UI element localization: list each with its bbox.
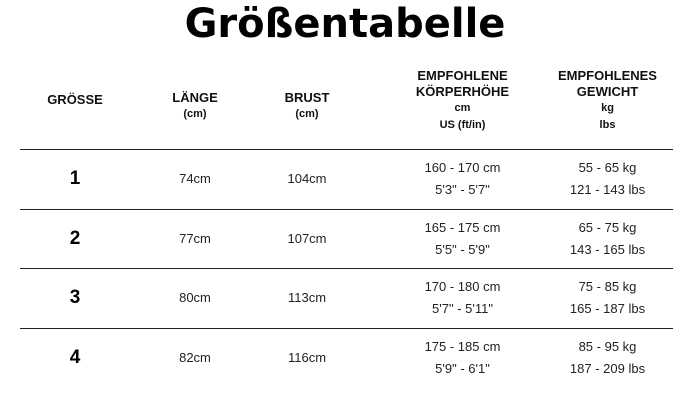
size-cell: 3 <box>69 287 81 308</box>
size-cell: 4 <box>69 347 81 368</box>
weight-cell <box>540 157 675 201</box>
table-row <box>20 269 673 329</box>
header-weight-line2: GEWICHT <box>576 84 639 99</box>
chest-cell: 104cm <box>287 171 327 186</box>
table-row <box>20 210 673 270</box>
weight-cell <box>540 217 675 261</box>
weight-lbs: 121 - 143 lbs <box>569 182 646 197</box>
weight-kg: 55 - 65 kg <box>578 160 637 175</box>
height-cm: 165 - 175 cm <box>424 220 501 235</box>
header-chest-unit: (cm) <box>295 108 319 120</box>
height-cell <box>395 336 530 380</box>
length-cell: 74cm <box>179 171 211 186</box>
height-cell <box>395 217 530 261</box>
chest-cell: 116cm <box>287 350 327 365</box>
height-cm: 175 - 185 cm <box>424 339 501 354</box>
header-weight <box>540 68 675 134</box>
header-height-unit-cm: cm <box>454 102 471 114</box>
height-cell <box>395 157 530 201</box>
weight-cell <box>540 336 675 380</box>
header-chest-label: BRUST <box>284 90 330 105</box>
length-cell: 82cm <box>179 350 211 365</box>
header-weight-line1: EMPFOHLENES <box>558 68 657 83</box>
weight-lbs: 187 - 209 lbs <box>569 361 646 376</box>
height-us: 5'9" - 6'1" <box>435 361 490 376</box>
length-cell: 80cm <box>179 290 211 305</box>
weight-cell <box>540 276 675 320</box>
height-cell <box>395 276 530 320</box>
header-height <box>395 68 530 134</box>
header-size <box>30 92 120 108</box>
weight-kg: 65 - 75 kg <box>578 220 637 235</box>
header-height-line1: EMPFOHLENE <box>417 68 508 83</box>
weight-lbs: 143 - 165 lbs <box>569 242 646 257</box>
header-height-line2: KÖRPERHÖHE <box>415 84 510 99</box>
height-us: 5'3" - 5'7" <box>435 182 490 197</box>
weight-lbs: 165 - 187 lbs <box>569 301 646 316</box>
header-chest <box>262 90 352 123</box>
chest-cell: 107cm <box>287 231 327 246</box>
table-row <box>20 150 673 210</box>
height-us: 5'5" - 5'9" <box>435 242 490 257</box>
header-weight-unit-kg: kg <box>601 102 614 114</box>
size-cell: 2 <box>69 228 81 249</box>
weight-kg: 85 - 95 kg <box>578 339 637 354</box>
height-cm: 170 - 180 cm <box>424 279 501 294</box>
height-cm: 160 - 170 cm <box>424 160 501 175</box>
page-title: Größentabelle <box>184 1 506 47</box>
weight-kg: 75 - 85 kg <box>578 279 637 294</box>
header-size-label: GRÖSSE <box>47 92 103 107</box>
size-cell: 1 <box>69 168 81 189</box>
header-height-unit-us: US (ft/in) <box>439 119 486 131</box>
length-cell: 77cm <box>179 231 211 246</box>
header-length-label: LÄNGE <box>172 90 218 105</box>
table-row <box>20 329 673 389</box>
header-length-unit: (cm) <box>183 108 207 120</box>
height-us: 5'7" - 5'11" <box>432 301 493 316</box>
header-length <box>150 90 240 123</box>
header-weight-unit-lbs: lbs <box>599 119 616 131</box>
chest-cell: 113cm <box>287 290 327 305</box>
